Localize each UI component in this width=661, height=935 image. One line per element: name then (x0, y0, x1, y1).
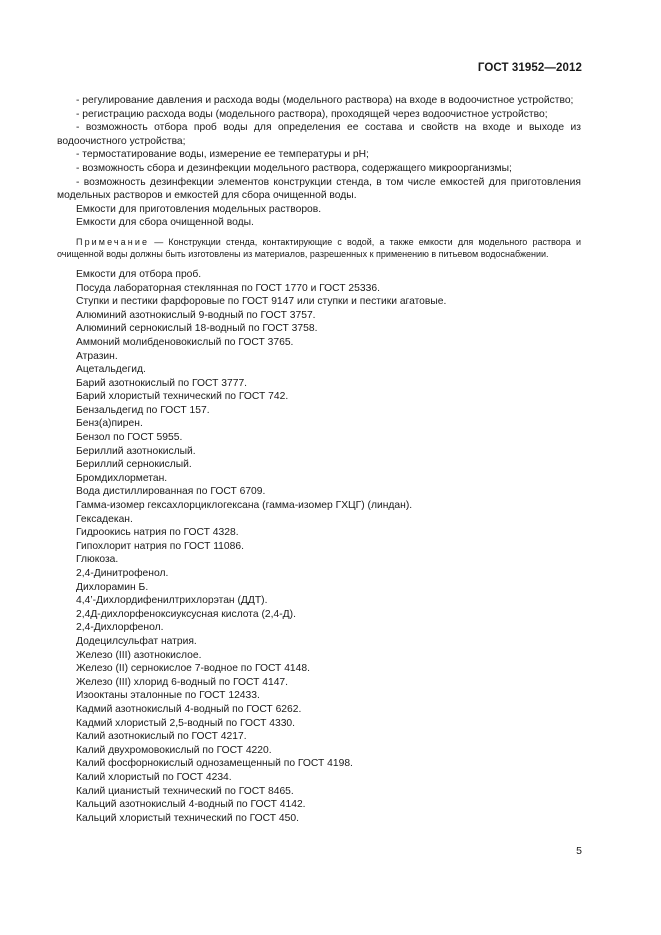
list-item: Глюкоза. (76, 554, 119, 566)
paragraph-purified-water-containers: Емкости для сбора очищенной воды. (76, 217, 254, 229)
list-item: Калий фосфорнокислый однозамещенный по ГОСТ 4198. (76, 758, 353, 770)
list-item: 2,4Д-дихлорфеноксиуксусная кислота (2,4-Д). (76, 608, 296, 620)
list-item: Калий двухромовокислый по ГОСТ 4220. (76, 744, 272, 756)
list-item: Бериллий азотнокислый. (76, 445, 196, 457)
list-item: Бромдихлорметан. (76, 472, 168, 484)
paragraph-collection-disinfection: - возможность сбора и дезинфекции модельного раствора, содержащего микроорганизмы; (76, 162, 512, 174)
list-item: Кальций хлористый технический по ГОСТ 450. (76, 812, 299, 824)
list-item: Бензальдегид по ГОСТ 157. (76, 404, 210, 416)
note-text: — Конструкции стенда, контактирующие с водой, а также емкости для модельного раствора и очищенной воды должны быть изготовлены из материалов, разрешенных к применению в питьевом водоснабжении. (57, 236, 581, 259)
list-item: Вода дистиллированная по ГОСТ 6709. (76, 486, 266, 498)
paragraph-thermostat: - термостатирование воды, измерение ее температуры и pH; (76, 149, 369, 161)
note-label: Примечание (76, 236, 150, 247)
list-item: Ацетальдегид. (76, 364, 146, 376)
page-number: 5 (576, 845, 582, 857)
note-block (57, 236, 581, 260)
paragraph-pressure-regulation: - регулирование давления и расхода воды (модельного раствора) на входе в водоочистное устройство; (76, 95, 574, 106)
list-item: Калий азотнокислый по ГОСТ 4217. (76, 731, 247, 743)
list-item: 4,4’-Дихлордифенилтрихлорэтан (ДДТ). (76, 595, 268, 607)
list-item: Кальций азотнокислый 4-водный по ГОСТ 4142. (76, 799, 306, 811)
paragraph-element-disinfection: - возможность дезинфекции элементов конструкции стенда, в том числе емкостей для приготовления модельных растворов и емкостей для сбора очищенной воды. (57, 176, 581, 202)
list-item: Изооктаны эталонные по ГОСТ 12433. (76, 690, 260, 702)
paragraph-sampling: - возможность отбора проб воды для определения ее состава и свойств на входе и выходе из водоочистного устройства; (57, 122, 581, 147)
list-item: Ступки и пестики фарфоровые по ГОСТ 9147 или ступки и пестики агатовые. (76, 296, 447, 308)
list-item: Дихлорамин Б. (76, 581, 149, 593)
list-item: Кадмий азотнокислый 4-водный по ГОСТ 6262. (76, 703, 302, 715)
list-item: Калий цианистый технический по ГОСТ 8465. (76, 785, 294, 797)
paragraph-model-solution-containers: Емкости для приготовления модельных растворов. (76, 203, 322, 215)
list-item: Аммоний молибденовокислый по ГОСТ 3765. (76, 336, 294, 348)
list-item: 2,4-Дихлорфенол. (76, 622, 164, 634)
list-item: Атразин. (76, 350, 118, 362)
list-item: Железо (III) хлорид 6-водный по ГОСТ 4147. (76, 676, 289, 688)
document-code-header: ГОСТ 31952—2012 (477, 62, 582, 74)
list-item: Калий хлористый по ГОСТ 4234. (76, 771, 232, 783)
list-item: 2,4-Динитрофенол. (76, 568, 169, 579)
list-item: Додецилсульфат натрия. (76, 635, 197, 647)
list-item: Гамма-изомер гексахлорциклогексана (гамма-изомер ГХЦГ) (линдан). (76, 500, 413, 512)
list-item: Бензол по ГОСТ 5955. (76, 432, 183, 444)
list-item: Барий хлористый технический по ГОСТ 742. (76, 391, 289, 403)
paragraph-flow-registration: - регистрацию расхода воды (модельного раствора), проходящей через водоочистное устройство; (76, 108, 548, 120)
list-item: Кадмий хлористый 2,5-водный по ГОСТ 4330. (76, 717, 296, 729)
list-item: Посуда лабораторная стеклянная по ГОСТ 1770 и ГОСТ 25336. (76, 282, 380, 294)
list-item: Железо (II) сернокислое 7-водное по ГОСТ 4148. (76, 663, 310, 675)
list-item: Железо (III) азотнокислое. (76, 649, 202, 661)
list-item: Бенз(а)пирен. (76, 418, 143, 430)
list-item: Барий азотнокислый по ГОСТ 3777. (76, 377, 248, 389)
list-item: Гексадекан. (76, 513, 133, 525)
list-item: Емкости для отбора проб. (76, 268, 202, 280)
list-item: Алюминий азотнокислый 9-водный по ГОСТ 3757. (76, 309, 316, 321)
page-body (57, 94, 581, 825)
list-item: Бериллий сернокислый. (76, 459, 192, 471)
list-item: Гипохлорит натрия по ГОСТ 11086. (76, 540, 244, 552)
list-item: Гидроокись натрия по ГОСТ 4328. (76, 527, 239, 539)
list-item: Алюминий сернокислый 18-водный по ГОСТ 3758. (76, 323, 318, 335)
